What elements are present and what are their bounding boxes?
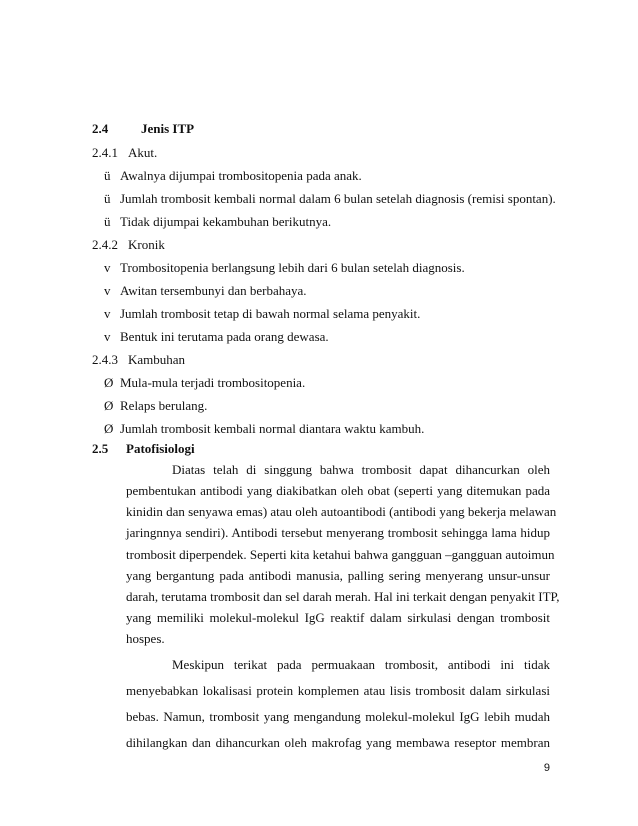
check-bullet-icon: ü [104,214,111,229]
list-item: Awitan tersembunyi dan berbahaya. [120,283,307,298]
section-title: Jenis ITP [141,121,195,136]
paragraph-line: Diatas telah di singgung bahwa trombosit dapat dihancurkan oleh [172,462,550,477]
list-item: Jumlah trombosit kembali normal diantara waktu kambuh. [120,421,425,436]
list-item: Tidak dijumpai kekambuhan berikutnya. [120,214,332,229]
section-number: 2.4 [92,121,109,136]
subsection-title: Akut. [128,145,158,160]
check-bullet-icon: ü [104,191,111,206]
section-title: Patofisiologi [126,441,195,456]
paragraph-line: jaringnnya sendiri). Antibodi tersebut menyerang trombosit sehingga lama hidup [126,525,550,540]
paragraph-line: darah, terutama trombosit dan sel darah merah. Hal ini terkait dengan penyakit ITP, [126,589,560,604]
section-number: 2.5 [92,441,109,456]
arrow-bullet-icon: Ø [104,375,114,390]
diamond-bullet-icon: v [104,283,111,298]
paragraph-line: bebas. Namun, trombosit yang mengandung molekul-molekul IgG lebih mudah [126,709,550,724]
list-item: Jumlah trombosit kembali normal dalam 6 bulan setelah diagnosis (remisi spontan). [120,191,556,206]
paragraph-line: trombosit diperpendek. Seperti kita ketahui bahwa gangguan –gangguan autoimun [126,547,555,562]
arrow-bullet-icon: Ø [104,421,114,436]
paragraph-line: kinidin dan senyawa emas) atau oleh autoantibodi (antibodi yang bekerja melawan [126,504,557,519]
check-bullet-icon: ü [104,168,111,183]
arrow-bullet-icon: Ø [104,398,114,413]
paragraph-line: Meskipun terikat pada permuakaan trombosit, antibodi ini tidak [172,657,550,672]
paragraph-line: pembentukan antibodi yang diakibatkan oleh obat (seperti yang ditemukan pada [126,483,550,498]
paragraph-line: hospes. [126,631,165,646]
diamond-bullet-icon: v [104,306,111,321]
paragraph-line: dihilangkan dan dihancurkan oleh makrofag yang membawa reseptor membran [126,735,550,750]
subsection-title: Kronik [128,237,165,252]
subsection-title: Kambuhan [128,352,186,367]
list-item: Relaps berulang. [120,398,208,413]
list-item: Mula-mula terjadi trombositopenia. [120,375,306,390]
paragraph-line: yang memiliki molekul-molekul IgG reaktif dalam sirkulasi dengan trombosit [126,610,550,625]
list-item: Bentuk ini terutama pada orang dewasa. [120,329,329,344]
paragraph-line: menyebabkan lokalisasi protein komplemen atau lisis trombosit dalam sirkulasi [126,683,550,698]
list-item: Jumlah trombosit tetap di bawah normal selama penyakit. [120,306,421,321]
page-number: 9 [543,762,550,774]
subsection-number: 2.4.1 [92,145,118,160]
paragraph-line: yang bergantung pada antibodi manusia, palling sering menyerang unsur-unsur [126,568,550,583]
subsection-number: 2.4.2 [92,237,118,252]
list-item: Trombositopenia berlangsung lebih dari 6 bulan setelah diagnosis. [120,260,465,275]
list-item: Awalnya dijumpai trombositopenia pada anak. [120,168,362,183]
diamond-bullet-icon: v [104,260,111,275]
diamond-bullet-icon: v [104,329,111,344]
subsection-number: 2.4.3 [92,352,118,367]
